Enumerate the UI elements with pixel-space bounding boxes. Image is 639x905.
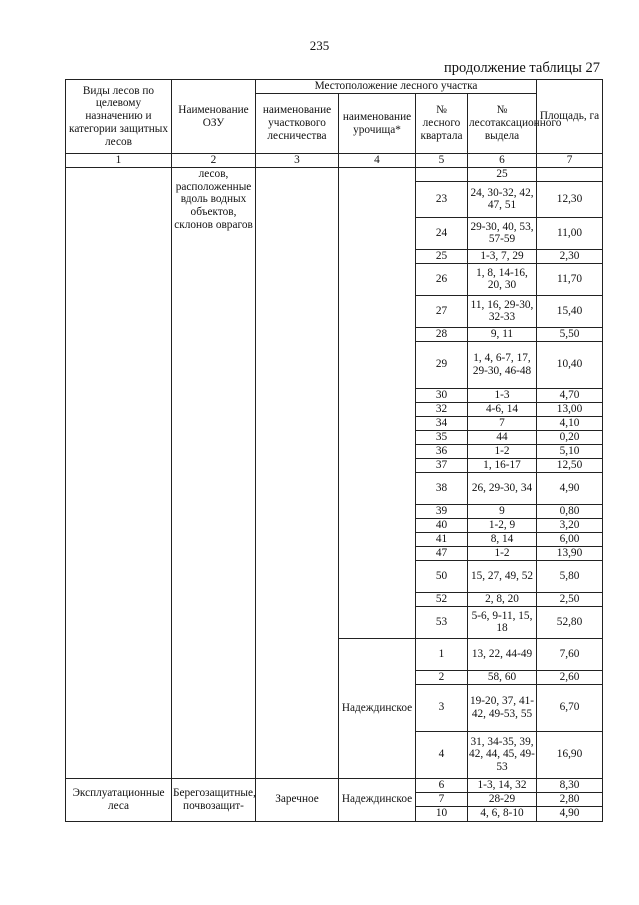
- area-cell: 7,60: [537, 638, 603, 670]
- quarter-cell: 6: [416, 778, 468, 792]
- forest-areas-table: [65, 79, 603, 822]
- header-allotment-number: № лесотаксационного выдела: [468, 94, 537, 154]
- column-number: 3: [256, 154, 339, 168]
- header-location-group: Местоположение лесного участка: [256, 80, 537, 94]
- area-cell: 12,50: [537, 458, 603, 472]
- table-continuation-caption: продолжение таблицы 27: [444, 60, 600, 76]
- quarter-cell: 32: [416, 402, 468, 416]
- quarter-cell: 25: [416, 249, 468, 263]
- quarter-cell: 28: [416, 327, 468, 341]
- area-cell: 6,00: [537, 532, 603, 546]
- allotment-cell: 1, 8, 14-16, 20, 30: [468, 263, 537, 295]
- ozu-name-cell: лесов, расположенные вдоль водных объектов, склонов оврагов: [172, 167, 256, 778]
- header-quarter-number: № лесного квартала: [416, 94, 468, 154]
- area-cell: 11,00: [537, 217, 603, 249]
- area-cell: 2,60: [537, 670, 603, 684]
- area-cell: 6,70: [537, 684, 603, 731]
- allotment-cell: 9: [468, 504, 537, 518]
- allotment-cell: 31, 34-35, 39, 42, 44, 45, 49-53: [468, 731, 537, 778]
- area-cell: 4,90: [537, 472, 603, 504]
- allotment-cell: 1, 4, 6-7, 17, 29-30, 46-48: [468, 341, 537, 388]
- area-cell: 12,30: [537, 181, 603, 217]
- area-cell: 0,80: [537, 504, 603, 518]
- allotment-cell: 2, 8, 20: [468, 592, 537, 606]
- quarter-cell: [416, 167, 468, 181]
- quarter-cell: 50: [416, 560, 468, 592]
- quarter-cell: 24: [416, 217, 468, 249]
- allotment-cell: 29-30, 40, 53, 57-59: [468, 217, 537, 249]
- page-number: 235: [309, 38, 330, 53]
- allotment-cell: 24, 30-32, 42, 47, 51: [468, 181, 537, 217]
- quarter-cell: 35: [416, 430, 468, 444]
- table-row: [66, 167, 603, 181]
- quarter-cell: 4: [416, 731, 468, 778]
- area-cell: 10,40: [537, 341, 603, 388]
- header-ozu-name: Наименование ОЗУ: [172, 80, 256, 154]
- quarter-cell: 29: [416, 341, 468, 388]
- area-cell: 2,80: [537, 792, 603, 806]
- quarter-cell: 30: [416, 388, 468, 402]
- area-cell: 5,80: [537, 560, 603, 592]
- allotment-cell: 1-3, 7, 29: [468, 249, 537, 263]
- table-row: [66, 778, 603, 792]
- quarter-cell: 10: [416, 806, 468, 821]
- area-cell: 2,30: [537, 249, 603, 263]
- allotment-cell: 4, 6, 8-10: [468, 806, 537, 821]
- area-cell: 5,50: [537, 327, 603, 341]
- allotment-cell: 58, 60: [468, 670, 537, 684]
- column-number: 4: [339, 154, 416, 168]
- area-cell: 4,10: [537, 416, 603, 430]
- allotment-cell: 1, 16-17: [468, 458, 537, 472]
- allotment-cell: 13, 22, 44-49: [468, 638, 537, 670]
- quarter-cell: 38: [416, 472, 468, 504]
- area-cell: 15,40: [537, 295, 603, 327]
- quarter-cell: 2: [416, 670, 468, 684]
- header-forest-type: Виды лесов по целевому назначению и категории защитных лесов: [66, 80, 172, 154]
- allotment-cell: 1-3: [468, 388, 537, 402]
- area-cell: 13,00: [537, 402, 603, 416]
- header-area: Площадь, га: [537, 80, 603, 154]
- quarter-cell: 23: [416, 181, 468, 217]
- quarter-cell: 47: [416, 546, 468, 560]
- allotment-cell: 5-6, 9-11, 15, 18: [468, 606, 537, 638]
- area-cell: 8,30: [537, 778, 603, 792]
- allotment-cell: 11, 16, 29-30, 32-33: [468, 295, 537, 327]
- tract-name-cell: [339, 167, 416, 638]
- area-cell: 3,20: [537, 518, 603, 532]
- column-number: 2: [172, 154, 256, 168]
- allotment-cell: 28-29: [468, 792, 537, 806]
- forest-type-cell: Эксплуатационные леса: [66, 778, 172, 821]
- allotment-cell: 8, 14: [468, 532, 537, 546]
- quarter-cell: 41: [416, 532, 468, 546]
- header-forestry-district: наименование участкового лесничества: [256, 94, 339, 154]
- quarter-cell: 53: [416, 606, 468, 638]
- allotment-cell: 1-2: [468, 444, 537, 458]
- quarter-cell: 1: [416, 638, 468, 670]
- quarter-cell: 26: [416, 263, 468, 295]
- column-number: 1: [66, 154, 172, 168]
- area-cell: 13,90: [537, 546, 603, 560]
- allotment-cell: 1-2, 9: [468, 518, 537, 532]
- quarter-cell: 40: [416, 518, 468, 532]
- area-cell: 4,90: [537, 806, 603, 821]
- allotment-cell: 25: [468, 167, 537, 181]
- quarter-cell: 3: [416, 684, 468, 731]
- tract-name-cell: Надеждинское: [339, 778, 416, 821]
- allotment-cell: 9, 11: [468, 327, 537, 341]
- tract-name-cell: Надеждинское: [339, 638, 416, 778]
- quarter-cell: 52: [416, 592, 468, 606]
- allotment-cell: 7: [468, 416, 537, 430]
- quarter-cell: 39: [416, 504, 468, 518]
- area-cell: [537, 167, 603, 181]
- ozu-name-cell: Берегозащитные, почвозащит-: [172, 778, 256, 821]
- forest-type-cell: [66, 167, 172, 778]
- allotment-cell: 19-20, 37, 41-42, 49-53, 55: [468, 684, 537, 731]
- area-cell: 0,20: [537, 430, 603, 444]
- quarter-cell: 36: [416, 444, 468, 458]
- quarter-cell: 37: [416, 458, 468, 472]
- area-cell: 52,80: [537, 606, 603, 638]
- quarter-cell: 27: [416, 295, 468, 327]
- area-cell: 11,70: [537, 263, 603, 295]
- table-body: [66, 167, 603, 821]
- allotment-cell: 4-6, 14: [468, 402, 537, 416]
- allotment-cell: 1-3, 14, 32: [468, 778, 537, 792]
- column-number: 5: [416, 154, 468, 168]
- column-number: 7: [537, 154, 603, 168]
- allotment-cell: 26, 29-30, 34: [468, 472, 537, 504]
- area-cell: 4,70: [537, 388, 603, 402]
- forestry-district-cell: [256, 167, 339, 778]
- area-cell: 2,50: [537, 592, 603, 606]
- column-number: 6: [468, 154, 537, 168]
- header-tract-name: наименование урочища*: [339, 94, 416, 154]
- quarter-cell: 7: [416, 792, 468, 806]
- area-cell: 16,90: [537, 731, 603, 778]
- forestry-district-cell: Заречное: [256, 778, 339, 821]
- area-cell: 5,10: [537, 444, 603, 458]
- allotment-cell: 15, 27, 49, 52: [468, 560, 537, 592]
- quarter-cell: 34: [416, 416, 468, 430]
- allotment-cell: 44: [468, 430, 537, 444]
- allotment-cell: 1-2: [468, 546, 537, 560]
